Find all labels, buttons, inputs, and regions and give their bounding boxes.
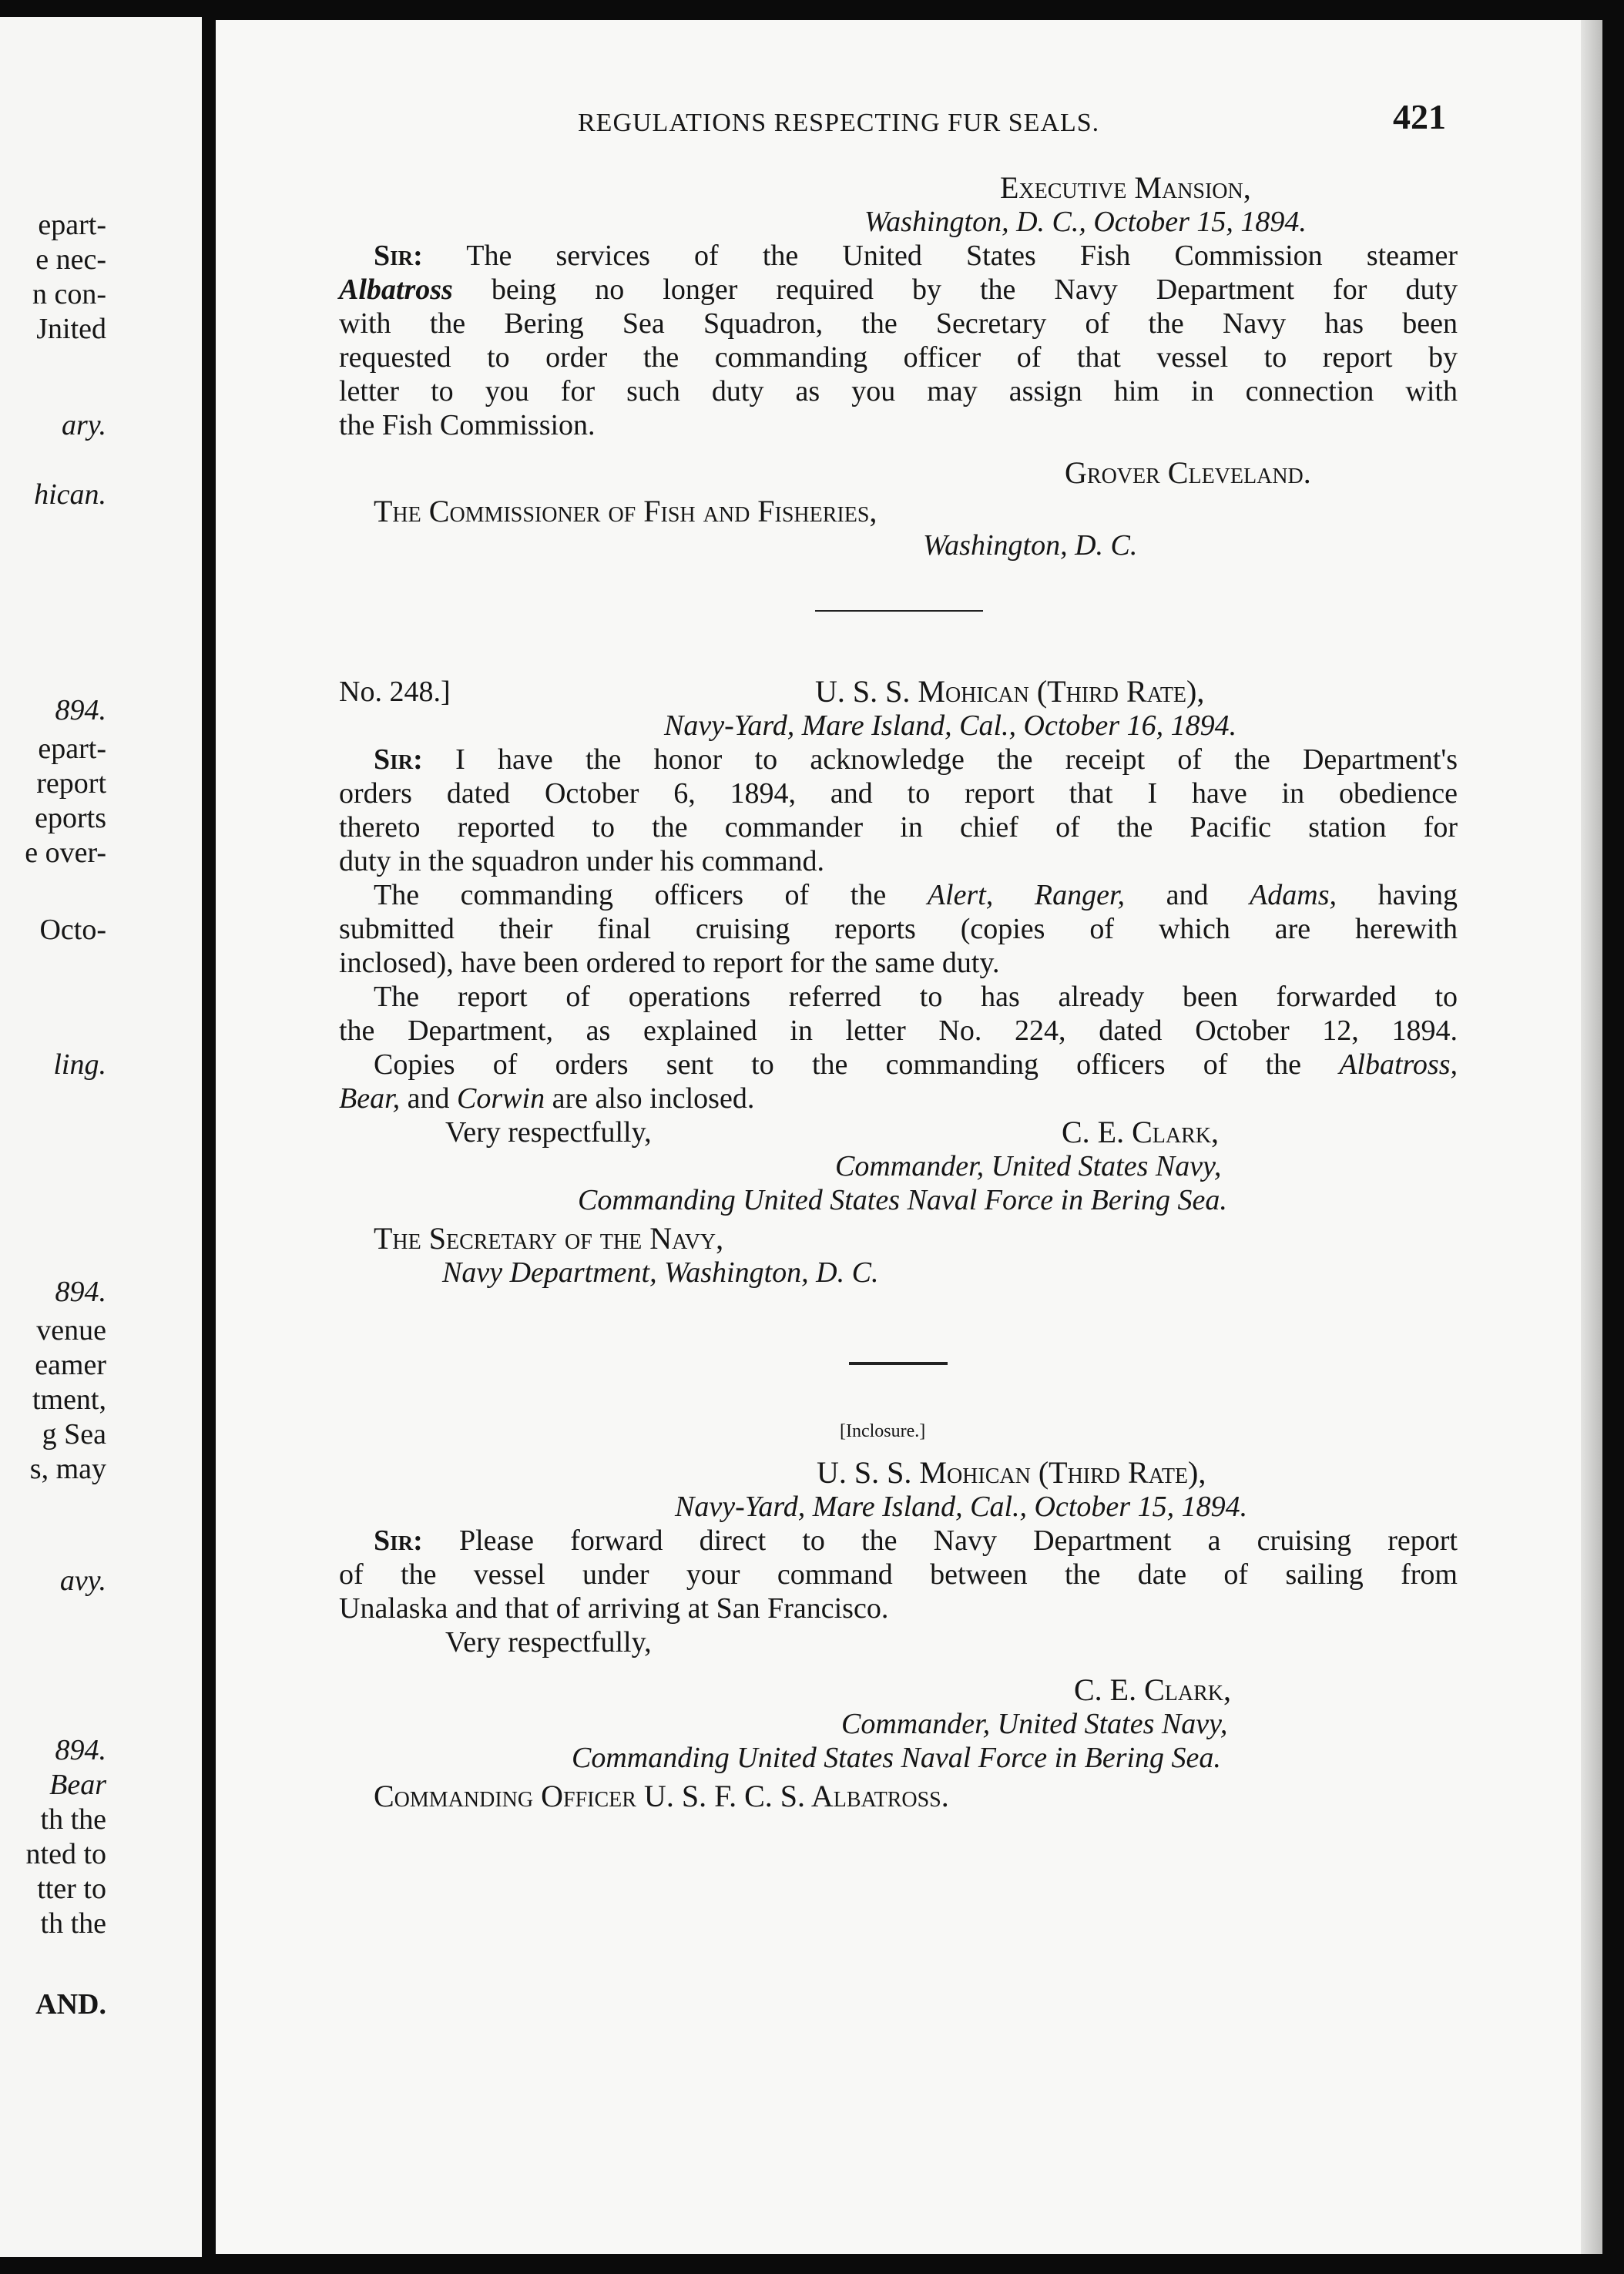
left-page-fragment: s, may	[29, 1453, 106, 1485]
left-page-fragment: nted to	[25, 1838, 106, 1870]
left-page-fragment: g Sea	[42, 1418, 106, 1451]
letter1-line-4: requested to order the commanding officer of that vessel to report by	[339, 341, 1458, 374]
letter2-p4-line-2: Bear, and Corwin are also inclosed.	[339, 1082, 755, 1115]
left-page-fragment: ling.	[53, 1048, 106, 1081]
letter2-p4-line-1: Copies of orders sent to the commanding officers of the Albatross,	[374, 1048, 1458, 1081]
inclosure-title-2: Commanding United States Naval Force in Bering Sea.	[572, 1742, 1221, 1774]
left-page-text-fragments	[0, 17, 106, 2257]
inclosure-line-3: Unalaska and that of arriving at San Francisco.	[339, 1592, 889, 1625]
letter2-number: No. 248.]	[339, 676, 451, 708]
left-page-fragment: report	[36, 767, 106, 800]
vessel-name: Albatross	[339, 273, 453, 306]
letter1-addressee: The Commissioner of Fish and Fisheries,	[374, 494, 877, 528]
left-page-fragment: Jnited	[36, 313, 106, 345]
left-facing-page	[0, 17, 202, 2257]
page-number: 421	[1393, 97, 1446, 136]
letter2-heading: U. S. S. Mohican (Third Rate),	[815, 674, 1205, 709]
letter2-addressee: The Secretary of the Navy,	[374, 1221, 724, 1256]
letter2-signature: C. E. Clark,	[1062, 1115, 1220, 1149]
letter1-place-date: Washington, D. C., October 15, 1894.	[864, 206, 1307, 238]
left-page-fragment: tment,	[32, 1384, 106, 1416]
left-page-fragment: e nec-	[35, 243, 106, 276]
letter1-line-5: letter to you for such duty as you may assign him in connection with	[339, 375, 1458, 408]
page-edge-shadow	[1581, 20, 1602, 2254]
left-page-fragment: 894.	[55, 694, 106, 726]
letter2-p2-line-3: inclosed), have been ordered to report for the same duty.	[339, 947, 1000, 979]
inclosure-addressee: Commanding Officer U. S. F. C. S. Albatross.	[374, 1779, 949, 1813]
book-gutter	[202, 17, 216, 2257]
left-page-fragment: th the	[40, 1803, 106, 1836]
inclosure-title-1: Commander, United States Navy,	[841, 1708, 1228, 1740]
left-page-fragment: AND.	[35, 1988, 106, 2021]
left-page-fragment: eports	[35, 802, 106, 834]
letter2-title-1: Commander, United States Navy,	[835, 1150, 1222, 1182]
left-page-fragment: venue	[36, 1314, 106, 1347]
left-page-fragment: avy.	[59, 1565, 106, 1597]
left-page-fragment: Octo-	[39, 914, 106, 946]
inclosure-line-2: of the vessel under your command between the date of sailing from	[339, 1558, 1458, 1591]
left-page-fragment: 894.	[55, 1734, 106, 1766]
letter2-p2-line-2: submitted their final cruising reports (copies of which are herewith	[339, 913, 1458, 945]
left-page-fragment: Bear	[49, 1769, 106, 1801]
left-page-fragment: hican.	[34, 478, 106, 511]
left-page-fragment: 894.	[55, 1276, 106, 1308]
salutation: Sir:	[374, 1524, 423, 1557]
letter1-heading: Executive Mansion,	[1000, 170, 1251, 205]
left-page-fragment: epart-	[38, 733, 106, 765]
letter2-place-date: Navy-Yard, Mare Island, Cal., October 16, 1894.	[664, 709, 1237, 742]
letter2-p1-line-3: thereto reported to the commander in chief of the Pacific station for	[339, 811, 1458, 844]
letter2-p1-line-2: orders dated October 6, 1894, and to report that I have in obedience	[339, 777, 1458, 810]
left-page-fragment: eamer	[35, 1349, 106, 1381]
letter2-addressee-place: Navy Department, Washington, D. C.	[442, 1256, 879, 1289]
left-page-fragment: th the	[40, 1907, 106, 1940]
letter1-line-1: Sir: The services of the United States Fish Commission steamer	[374, 240, 1458, 272]
inclosure-closing: Very respectfully,	[445, 1626, 652, 1659]
letter1-line-6: the Fish Commission.	[339, 409, 596, 441]
left-page-fragment: n con-	[32, 278, 106, 310]
letter1-line-2: Albatross being no longer required by the Navy Department for duty	[339, 273, 1458, 306]
section-divider	[815, 610, 983, 612]
letter1-line-3: with the Bering Sea Squadron, the Secretary of the Navy has been	[339, 307, 1458, 340]
left-page-fragment: tter to	[37, 1873, 106, 1905]
running-title: REGULATIONS RESPECTING FUR SEALS.	[578, 109, 1100, 137]
salutation: Sir:	[374, 240, 423, 272]
letter2-p3-line-1: The report of operations referred to has already been forwarded to	[374, 981, 1458, 1013]
letter2-p2-line-1: The commanding officers of the Alert, Ranger, and Adams, having	[374, 879, 1458, 911]
inclosure-label: [Inclosure.]	[840, 1421, 926, 1441]
inclosure-heading: U. S. S. Mohican (Third Rate),	[817, 1455, 1206, 1490]
right-page	[216, 20, 1602, 2254]
letter2-p3-line-2: the Department, as explained in letter No. 224, dated October 12, 1894.	[339, 1015, 1458, 1047]
salutation: Sir:	[374, 743, 423, 776]
letter1-signature: Grover Cleveland.	[1065, 455, 1311, 490]
letter2-p1-line-4: duty in the squadron under his command.	[339, 845, 825, 877]
letter2-p1-line-1: Sir: I have the honor to acknowledge the receipt of the Department's	[374, 743, 1458, 776]
letter2-title-2: Commanding United States Naval Force in Bering Sea.	[578, 1184, 1227, 1216]
letter2-closing: Very respectfully,	[445, 1116, 652, 1149]
left-page-fragment: e over-	[25, 837, 106, 869]
letter1-addressee-place: Washington, D. C.	[923, 529, 1138, 562]
inclosure-line-1: Sir: Please forward direct to the Navy Department a cruising report	[374, 1524, 1458, 1557]
inclosure-place-date: Navy-Yard, Mare Island, Cal., October 15, 1894.	[675, 1491, 1248, 1523]
left-page-fragment: epart-	[38, 209, 106, 241]
left-page-fragment: ary.	[61, 409, 106, 441]
inclosure-signature: C. E. Clark,	[1074, 1672, 1232, 1707]
section-divider	[849, 1362, 948, 1365]
